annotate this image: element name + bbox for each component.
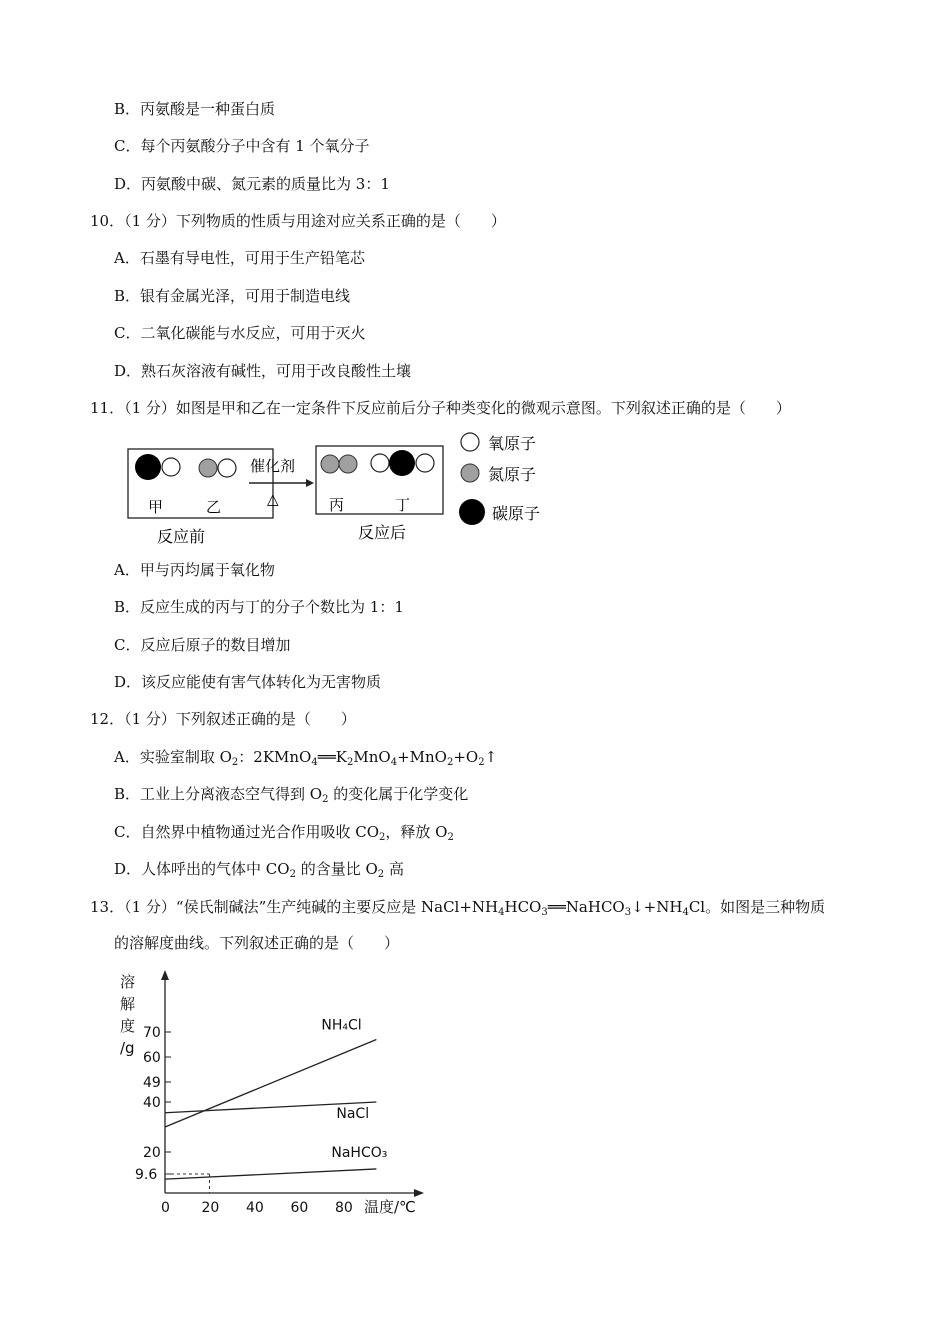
x-axis-arrow xyxy=(414,1189,424,1197)
nitrogen-atom xyxy=(321,455,339,473)
oxygen-atom xyxy=(416,454,434,472)
y-axis-label: 解 xyxy=(120,995,136,1013)
y-tick-label: 9.6 xyxy=(135,1167,158,1183)
y-tick-label: 49 xyxy=(143,1075,161,1091)
q11-option-c: C．反应后原子的数目增加 xyxy=(114,636,291,654)
x-tick-label: 20 xyxy=(201,1200,220,1216)
q10-option-d: D．熟石灰溶液有碱性，可用于改良酸性土壤 xyxy=(114,362,412,380)
q11-option-d: D．该反应能使有害气体转化为无害物质 xyxy=(114,673,382,691)
y-axis-label: 度 xyxy=(120,1017,136,1035)
label-ding: 丁 xyxy=(395,496,411,514)
q10-option-a: A．石墨有导电性，可用于生产铅笔芯 xyxy=(114,249,365,267)
q11-molecule-diagram xyxy=(120,428,560,553)
label-after: 反应后 xyxy=(358,523,407,542)
x-tick-label: 80 xyxy=(335,1200,353,1216)
legend-carbon-icon xyxy=(459,499,485,525)
oxygen-atom xyxy=(218,459,236,477)
y-tick-label: 70 xyxy=(143,1025,161,1041)
catalyst-label: 催化剂 xyxy=(250,457,296,475)
y-axis-label: 溶 xyxy=(120,973,136,991)
series-label-1: NaCl xyxy=(336,1106,370,1122)
x-tick-label: 0 xyxy=(161,1200,170,1216)
nitrogen-atom xyxy=(199,459,217,477)
x-axis-label: 温度/℃ xyxy=(364,1198,416,1216)
legend-nitrogen-label: 氮原子 xyxy=(488,465,537,484)
y-tick-label: 40 xyxy=(143,1095,161,1111)
label-bing: 丙 xyxy=(329,496,345,514)
series-label-0: NH₄Cl xyxy=(321,1017,362,1034)
x-tick-label: 40 xyxy=(246,1200,264,1216)
x-tick-label: 60 xyxy=(290,1200,309,1216)
legend-oxygen-icon xyxy=(461,433,479,451)
carbon-atom xyxy=(135,454,161,480)
q9-option-d: D．丙氨酸中碳、氮元素的质量比为 3：1 xyxy=(114,175,390,193)
legend-oxygen-label: 氧原子 xyxy=(488,434,537,453)
series-label-2: NaHCO₃ xyxy=(331,1144,388,1161)
heat-label: △ xyxy=(267,490,279,508)
legend-nitrogen-icon xyxy=(461,464,479,482)
q12-stem: 12．（1 分）下列叙述正确的是（ ） xyxy=(90,710,356,728)
solubility-chart xyxy=(110,968,440,1226)
q9-option-c: C．每个丙氨酸分子中含有 1 个氧分子 xyxy=(114,137,370,155)
label-yi: 乙 xyxy=(206,498,222,516)
q11-option-b: B．反应生成的丙与丁的分子个数比为 1：1 xyxy=(114,598,404,616)
label-before: 反应前 xyxy=(157,527,206,546)
label-jia: 甲 xyxy=(148,498,164,516)
q10-option-c: C．二氧化碳能与水反应，可用于灭火 xyxy=(114,324,366,342)
q9-option-b: B．丙氨酸是一种蛋白质 xyxy=(114,100,276,118)
q11-stem: 11．（1 分）如图是甲和乙在一定条件下反应前后分子种类变化的微观示意图。下列叙述正确的是（ ） xyxy=(90,399,791,417)
y-tick-label: 20 xyxy=(143,1145,161,1161)
y-axis-label: /g xyxy=(120,1039,135,1057)
q13-stem: 13．（1 分）“侯氏制碱法”生产纯碱的主要反应是 $NaCl+NH_4HCO_3══NaHCO_3↓+NH_4Cl$。如图是三种物质 xyxy=(90,898,826,918)
q12-option-c: C．自然界中植物通过光合作用吸收 $CO_2$，释放 $O_2$ xyxy=(114,823,454,843)
oxygen-atom xyxy=(371,454,389,472)
q11-option-a: A．甲与丙均属于氧化物 xyxy=(114,561,275,579)
carbon-atom xyxy=(389,450,415,476)
q12-option-b: B．工业上分离液态空气得到 $O_2$ 的变化属于化学变化 xyxy=(114,785,469,805)
y-axis-arrow xyxy=(161,970,169,980)
nitrogen-atom xyxy=(339,455,357,473)
oxygen-atom xyxy=(162,458,180,476)
q10-option-b: B．银有金属光泽，可用于制造电线 xyxy=(114,287,351,305)
q12-option-d: D．人体呼出的气体中 $CO_2$ 的含量比 $O_2$ 高 xyxy=(114,860,404,880)
q12-option-a: A．实验室制取 $O_2$：$2KMnO_4══K_2MnO_4+MnO_2+O_2↑$ xyxy=(114,748,498,768)
legend-carbon-label: 碳原子 xyxy=(492,504,541,523)
q13-stem-continued: 的溶解度曲线。下列叙述正确的是（ ） xyxy=(114,934,400,952)
q10-stem: 10．（1 分）下列物质的性质与用途对应关系正确的是（ ） xyxy=(90,212,506,230)
y-tick-label: 60 xyxy=(143,1050,161,1066)
